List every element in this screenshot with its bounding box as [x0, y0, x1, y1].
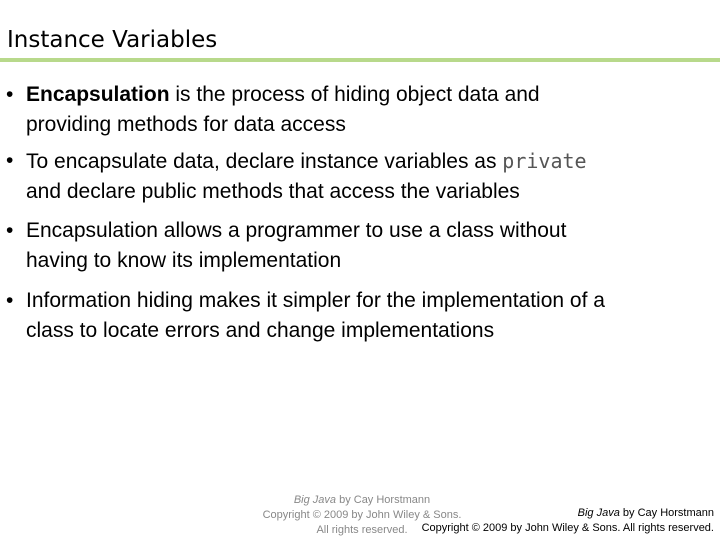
footer-author: by Cay Horstmann [619, 507, 714, 519]
bullet-text [26, 80, 706, 140]
bold-term: Encapsulation [26, 83, 170, 106]
bullet-dot-icon: • [6, 289, 14, 312]
footer-ghost-rights: All rights reserved. [316, 524, 408, 536]
slide-title: Instance Variables [7, 27, 218, 53]
bullet-text-line: having to know its implementation [26, 249, 342, 272]
footer-ghost-copyright: Copyright © 2009 by John Wiley & Sons. [262, 509, 462, 521]
footer [374, 506, 714, 536]
title-underline [0, 58, 720, 62]
bullet-dot-icon: • [6, 83, 14, 106]
bullet-dot-icon: • [6, 149, 14, 172]
bullet-text-line: and declare public methods that access the variables [26, 180, 520, 203]
code-keyword: private [502, 149, 587, 173]
bullet-dot-icon: • [6, 219, 14, 242]
footer-copyright: Copyright © 2009 by John Wiley & Sons. All rights reserved. [421, 522, 714, 534]
bullet-text-line: Information hiding makes it simpler for the implementation of a [26, 289, 605, 312]
bullet-text-line: class to locate errors and change implementations [26, 319, 495, 342]
footer-ghost-book: Big Java [293, 494, 337, 506]
bullet-text [26, 286, 706, 346]
bullet-text-line: Encapsulation allows a programmer to use a class without [26, 219, 567, 242]
footer-ghost-author: by Cay Horstmann [336, 494, 431, 506]
bullet-text [26, 146, 706, 207]
bullet-text [26, 216, 706, 276]
bullet-text-line: providing methods for data access [26, 113, 346, 136]
bullet-text-line: To encapsulate data, declare instance variables as [26, 150, 503, 173]
footer-book: Big Java [577, 507, 620, 519]
bullet-text-line: is the process of hiding object data and [169, 83, 540, 106]
